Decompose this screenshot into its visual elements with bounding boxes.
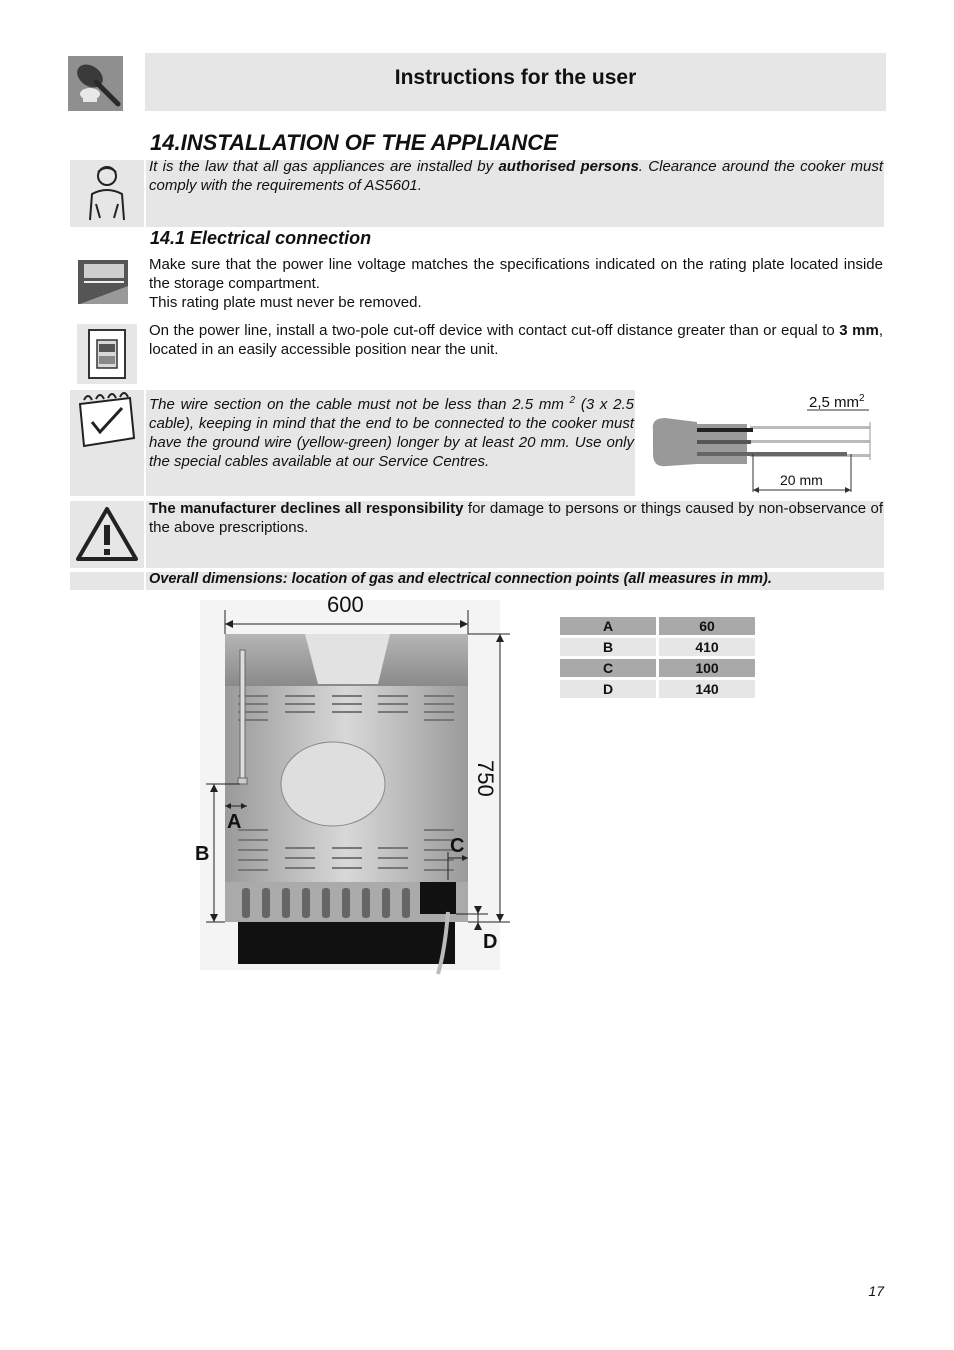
label-a: A bbox=[227, 811, 242, 833]
height-label: 750 bbox=[473, 760, 498, 797]
checklist-notebook-icon bbox=[70, 390, 144, 496]
label-d: D bbox=[483, 931, 498, 953]
width-label: 600 bbox=[327, 592, 364, 617]
wire-section-paragraph: The wire section on the cable must not be less than 2.5 mm $^2$ (3 x 2.5 cable), keeping in mind that the end to be connected to the cooker must have the ground wire (yellow-green) longer by at least 20 mm. Use only the special cables available at our Service Centres. bbox=[149, 395, 634, 470]
cooker-dimension-drawing bbox=[190, 590, 520, 980]
cable-section-label: 2,5 $mm^2$ bbox=[809, 393, 865, 411]
warning-icon-box bbox=[70, 501, 144, 568]
cutoff-switch-icon bbox=[77, 324, 137, 384]
cable-diagram bbox=[645, 388, 885, 496]
warning-paragraph: The manufacturer declines all responsibility for damage to persons or things caused by non-observance of the above prescriptions. bbox=[149, 500, 883, 536]
caption-left-box bbox=[70, 572, 144, 590]
warning-triangle-icon bbox=[70, 501, 144, 568]
cutoff-paragraph: On the power line, install a two-pole cut-off device with contact cut-off distance greater than or equal to 3 mm, located in an easily accessible position near the unit. bbox=[149, 322, 884, 358]
subsection-title: 14.1 Electrical connection bbox=[150, 228, 372, 248]
label-b: B bbox=[195, 843, 210, 865]
installer-person-icon bbox=[70, 160, 144, 227]
header-title: Instructions for the user bbox=[394, 66, 637, 89]
label-c: C bbox=[450, 835, 465, 857]
table-row: D 140 bbox=[560, 680, 755, 698]
storage-compartment-icon bbox=[76, 256, 132, 308]
table-row: A 60 bbox=[560, 617, 755, 635]
table-row: B 410 bbox=[560, 638, 755, 656]
page-number: 17 bbox=[868, 1283, 884, 1299]
dimensions-table bbox=[557, 614, 758, 701]
dimensions-caption: Overall dimensions: location of gas and electrical connection points (all measures in mm). bbox=[149, 571, 772, 587]
spoon-chef-hat-icon bbox=[68, 56, 123, 111]
section-title: 14.INSTALLATION OF THE APPLIANCE bbox=[150, 130, 558, 155]
table-row: C 100 bbox=[560, 659, 755, 677]
switch-icon-box bbox=[77, 324, 137, 384]
law-notice-text: It is the law that all gas appliances are installed by authorised persons. Clearance around the cooker must comply with the requirements of AS5601. bbox=[149, 158, 883, 194]
installer-icon-box bbox=[70, 160, 144, 227]
voltage-paragraph: Make sure that the power line voltage matches the specifications indicated on the rating plate located inside the storage compartment. bbox=[149, 256, 883, 292]
header-logo bbox=[68, 56, 123, 111]
cable-length-label: 20 mm bbox=[780, 472, 823, 488]
rating-plate-paragraph: This rating plate must never be removed. bbox=[149, 294, 422, 311]
note-icon-box bbox=[70, 390, 144, 496]
